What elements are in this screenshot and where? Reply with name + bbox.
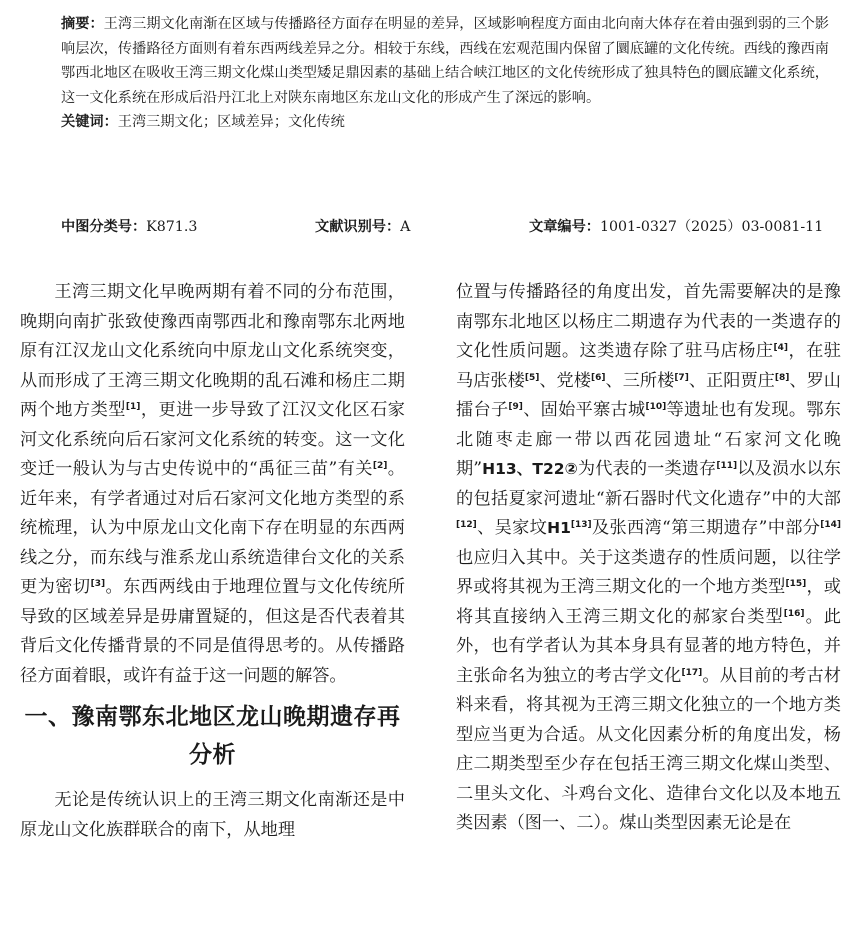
citation-ref[interactable]: [15] <box>785 579 807 589</box>
citation-ref[interactable]: [9] <box>508 402 523 412</box>
citation-ref[interactable]: [11] <box>716 461 738 471</box>
citation-ref[interactable]: [1] <box>125 402 141 412</box>
citation-ref[interactable]: [14] <box>820 520 841 530</box>
article-number: 文章编号：1001-0327（2025）03-0081-11 <box>529 219 824 235</box>
body-paragraph: 位置与传播路径的角度出发，首先需要解决的是豫南鄂东北地区以杨庄二期遗存为代表的一类遗存的文化性质问题。这类遗存除了驻马店杨庄[4]，在驻马店张楼[5]、党楼[6]、三所楼[7]、正阳贾庄[8]、罗山擂台子[9]、固始平寨古城[10]等遗址也有发现。鄂东北随枣走廊一带以西花园遗址“石家河文化晚期”H13、T22②为代表的一类遗存[11]以及涢水以东的包括夏家河遗址“新石器时代文化遗存”中的大部[12]、吴家坟H1[13]及张西湾“第三期遗存”中部分[14]也应归入其中。关于这类遗存的性质问题，以往学界或将其视为王湾三期文化的一个地方类型[15]，或将其直接纳入王湾三期文化的郝家台类型[16]。此外，也有学者认为其本身具有显著的地方特色，并主张命名为独立的考古学文化[17]。从目前的考古材料来看，将其视为王湾三期文化独立的一个地方类型应当更为合适。从文化因素分析的角度出发，杨庄二期类型至少存在包括王湾三期文化煤山类型、二里头文化、斗鸡台文化、造律台文化以及本地五类因素（图一、二）。煤山类型因素无论是在 <box>456 282 841 833</box>
citation-ref[interactable]: [12] <box>456 520 477 530</box>
document-code: 文献识别号：A <box>315 219 411 235</box>
feature-code: H1 <box>547 519 571 537</box>
abstract-text: 王湾三期文化南渐在区域与传播路径方面存在明显的差异，区域影响程度方面由北向南大体存在着由强到弱的三个影响层次，传播路径方面则有着东西两线差异之分。相较于东线，西线在宏观范围内保留了圜底罐的文化传统。西线的豫西南鄂西北地区在吸收王湾三期文化煤山类型矮足鼎因素的基础上结合峡江地区的文化传统形成了独具特色的圜底罐文化系统，这一文化系统在形成后沿丹江北上对陕东南地区东龙山文化的形成产生了深远的影响。 <box>61 16 829 106</box>
citation-ref[interactable]: [8] <box>774 372 790 383</box>
citation-ref[interactable]: [4] <box>773 343 789 353</box>
citation-ref[interactable]: [6] <box>590 372 606 383</box>
left-column <box>20 278 405 845</box>
right-column <box>456 278 841 839</box>
clc-number: 中图分类号：K871.3 <box>61 219 198 235</box>
body-paragraph: 王湾三期文化早晚两期有着不同的分布范围，晚期向南扩张致使豫西南鄂西北和豫南鄂东北两地原有江汉龙山文化系统向中原龙山文化系统突变，从而形成了王湾三期文化晚期的乱石滩和杨庄二期两个地方类型[1]，更进一步导致了江汉文化区石家河文化系统向后石家河文化系统的转变。这一文化变迁一般认为与古史传说中的“禹征三苗”有关[2]。近年来，有学者通过对后石家河文化地方类型的系统梳理，认为中原龙山文化南下存在明显的东西两线之分，而东线与淮系龙山系统造律台文化的关系更为密切[3]。东西两线由于地理位置与文化传统所导致的区域差异是毋庸置疑的，但这是否代表着其背后文化传播背景的不同是值得思考的。从传播路径方面着眼，或许有益于这一问题的解答。 <box>20 282 405 686</box>
citation-ref[interactable]: [13] <box>570 520 592 530</box>
citation-ref[interactable]: [2] <box>372 461 388 471</box>
section-heading: 一、豫南鄂东北地区龙山晚期遗存再分析 <box>24 704 401 768</box>
citation-ref[interactable]: [16] <box>783 608 805 619</box>
keywords-paragraph <box>61 110 829 135</box>
abstract-paragraph <box>61 12 829 110</box>
citation-ref[interactable]: [7] <box>674 372 689 383</box>
keywords-label: 关键词： <box>61 114 118 131</box>
abstract-label: 摘要： <box>61 16 104 32</box>
citation-ref[interactable]: [17] <box>681 667 703 678</box>
feature-code: H13、T22② <box>482 460 578 478</box>
citation-ref[interactable]: [3] <box>90 579 106 589</box>
citation-ref[interactable]: [5] <box>524 372 540 383</box>
keywords-text: 王湾三期文化；区域差异；文化传统 <box>117 114 345 131</box>
body-paragraph: 无论是传统认识上的王湾三期文化南渐还是中原龙山文化族群联合的南下，从地理 <box>20 790 405 840</box>
citation-ref[interactable]: [10] <box>645 402 667 412</box>
abstract-block <box>61 12 829 135</box>
